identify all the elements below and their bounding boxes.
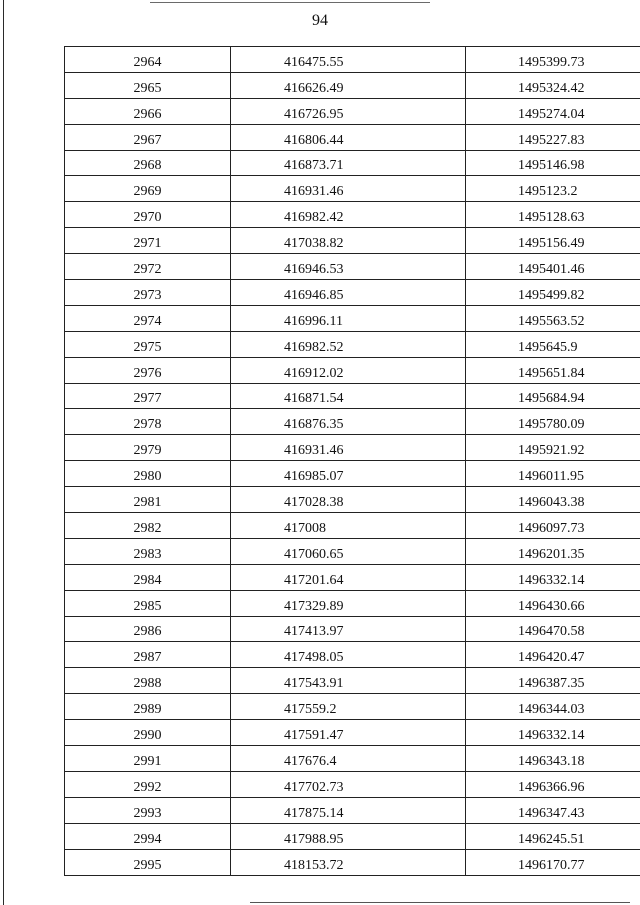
y-coordinate-cell: 1495123.2 <box>466 176 640 202</box>
x-coordinate-cell: 417413.97 <box>231 616 466 642</box>
y-coordinate-cell: 1495780.09 <box>466 409 640 435</box>
x-coordinate-cell: 416982.42 <box>231 202 466 228</box>
y-coordinate-cell: 1495227.83 <box>466 124 640 150</box>
table-row <box>65 72 640 98</box>
y-coordinate-cell: 1496201.35 <box>466 538 640 564</box>
point-number-cell: 2991 <box>65 746 231 772</box>
y-coordinate-cell: 1496011.95 <box>466 461 640 487</box>
point-number-cell: 2985 <box>65 590 231 616</box>
x-coordinate-cell: 416876.35 <box>231 409 466 435</box>
point-number-cell: 2992 <box>65 771 231 797</box>
table-row <box>65 823 640 849</box>
point-number-cell: 2982 <box>65 513 231 539</box>
table-row <box>65 254 640 280</box>
point-number-cell: 2987 <box>65 642 231 668</box>
table-row <box>65 564 640 590</box>
x-coordinate-cell: 417543.91 <box>231 668 466 694</box>
y-coordinate-cell: 1496245.51 <box>466 823 640 849</box>
point-number-cell: 2980 <box>65 461 231 487</box>
point-number-cell: 2994 <box>65 823 231 849</box>
y-coordinate-cell: 1495274.04 <box>466 98 640 124</box>
table-row <box>65 668 640 694</box>
y-coordinate-cell: 1496420.47 <box>466 642 640 668</box>
point-number-cell: 2967 <box>65 124 231 150</box>
x-coordinate-cell: 416931.46 <box>231 176 466 202</box>
x-coordinate-cell: 416985.07 <box>231 461 466 487</box>
y-coordinate-cell: 1495684.94 <box>466 383 640 409</box>
coordinates-table-body <box>65 47 640 876</box>
point-number-cell: 2975 <box>65 331 231 357</box>
point-number-cell: 2970 <box>65 202 231 228</box>
point-number-cell: 2964 <box>65 47 231 73</box>
table-row <box>65 694 640 720</box>
y-coordinate-cell: 1496332.14 <box>466 564 640 590</box>
x-coordinate-cell: 418153.72 <box>231 849 466 875</box>
table-row <box>65 176 640 202</box>
y-coordinate-cell: 1496043.38 <box>466 487 640 513</box>
table-row <box>65 461 640 487</box>
x-coordinate-cell: 416806.44 <box>231 124 466 150</box>
x-coordinate-cell: 417060.65 <box>231 538 466 564</box>
x-coordinate-cell: 416871.54 <box>231 383 466 409</box>
x-coordinate-cell: 417988.95 <box>231 823 466 849</box>
point-number-cell: 2978 <box>65 409 231 435</box>
y-coordinate-cell: 1495563.52 <box>466 305 640 331</box>
point-number-cell: 2989 <box>65 694 231 720</box>
y-coordinate-cell: 1495499.82 <box>466 280 640 306</box>
table-row <box>65 124 640 150</box>
x-coordinate-cell: 416946.85 <box>231 280 466 306</box>
point-number-cell: 2977 <box>65 383 231 409</box>
page-number: 94 <box>312 12 328 29</box>
x-coordinate-cell: 417329.89 <box>231 590 466 616</box>
point-number-cell: 2976 <box>65 357 231 383</box>
table-row <box>65 47 640 73</box>
y-coordinate-cell: 1496343.18 <box>466 746 640 772</box>
point-number-cell: 2965 <box>65 72 231 98</box>
table-row <box>65 202 640 228</box>
x-coordinate-cell: 417498.05 <box>231 642 466 668</box>
x-coordinate-cell: 417702.73 <box>231 771 466 797</box>
table-row <box>65 797 640 823</box>
x-coordinate-cell: 416931.46 <box>231 435 466 461</box>
x-coordinate-cell: 417201.64 <box>231 564 466 590</box>
scan-edge-top <box>150 2 430 3</box>
point-number-cell: 2969 <box>65 176 231 202</box>
table-row <box>65 590 640 616</box>
table-row <box>65 331 640 357</box>
y-coordinate-cell: 1495156.49 <box>466 228 640 254</box>
y-coordinate-cell: 1495399.73 <box>466 47 640 73</box>
y-coordinate-cell: 1496097.73 <box>466 513 640 539</box>
x-coordinate-cell: 416982.52 <box>231 331 466 357</box>
point-number-cell: 2974 <box>65 305 231 331</box>
table-row <box>65 642 640 668</box>
y-coordinate-cell: 1496344.03 <box>466 694 640 720</box>
y-coordinate-cell: 1495645.9 <box>466 331 640 357</box>
table-row <box>65 487 640 513</box>
x-coordinate-cell: 417008 <box>231 513 466 539</box>
table-row <box>65 150 640 176</box>
table-row <box>65 513 640 539</box>
point-number-cell: 2995 <box>65 849 231 875</box>
x-coordinate-cell: 416626.49 <box>231 72 466 98</box>
point-number-cell: 2988 <box>65 668 231 694</box>
x-coordinate-cell: 416996.11 <box>231 305 466 331</box>
y-coordinate-cell: 1496387.35 <box>466 668 640 694</box>
y-coordinate-cell: 1495128.63 <box>466 202 640 228</box>
point-number-cell: 2972 <box>65 254 231 280</box>
x-coordinate-cell: 417875.14 <box>231 797 466 823</box>
y-coordinate-cell: 1496366.96 <box>466 771 640 797</box>
table-row <box>65 409 640 435</box>
table-row <box>65 383 640 409</box>
table-row <box>65 228 640 254</box>
table-row <box>65 280 640 306</box>
point-number-cell: 2966 <box>65 98 231 124</box>
y-coordinate-cell: 1496347.43 <box>466 797 640 823</box>
x-coordinate-cell: 416912.02 <box>231 357 466 383</box>
x-coordinate-cell: 416726.95 <box>231 98 466 124</box>
table-row <box>65 538 640 564</box>
scan-edge-left <box>3 0 4 905</box>
point-number-cell: 2986 <box>65 616 231 642</box>
x-coordinate-cell: 417028.38 <box>231 487 466 513</box>
table-row <box>65 98 640 124</box>
x-coordinate-cell: 416475.55 <box>231 47 466 73</box>
x-coordinate-cell: 417038.82 <box>231 228 466 254</box>
x-coordinate-cell: 416873.71 <box>231 150 466 176</box>
point-number-cell: 2971 <box>65 228 231 254</box>
y-coordinate-cell: 1496430.66 <box>466 590 640 616</box>
table-row <box>65 435 640 461</box>
y-coordinate-cell: 1496470.58 <box>466 616 640 642</box>
table-row <box>65 720 640 746</box>
y-coordinate-cell: 1495324.42 <box>466 72 640 98</box>
point-number-cell: 2983 <box>65 538 231 564</box>
y-coordinate-cell: 1496170.77 <box>466 849 640 875</box>
table-row <box>65 746 640 772</box>
point-number-cell: 2981 <box>65 487 231 513</box>
point-number-cell: 2968 <box>65 150 231 176</box>
y-coordinate-cell: 1495401.46 <box>466 254 640 280</box>
scan-edge-bottom <box>250 902 630 903</box>
table-row <box>65 771 640 797</box>
y-coordinate-cell: 1495146.98 <box>466 150 640 176</box>
table-row <box>65 849 640 875</box>
x-coordinate-cell: 417676.4 <box>231 746 466 772</box>
y-coordinate-cell: 1495651.84 <box>466 357 640 383</box>
table-row <box>65 616 640 642</box>
table-row <box>65 305 640 331</box>
x-coordinate-cell: 416946.53 <box>231 254 466 280</box>
coordinates-table <box>64 46 640 876</box>
point-number-cell: 2990 <box>65 720 231 746</box>
x-coordinate-cell: 417559.2 <box>231 694 466 720</box>
table-row <box>65 357 640 383</box>
point-number-cell: 2979 <box>65 435 231 461</box>
y-coordinate-cell: 1495921.92 <box>466 435 640 461</box>
x-coordinate-cell: 417591.47 <box>231 720 466 746</box>
point-number-cell: 2973 <box>65 280 231 306</box>
y-coordinate-cell: 1496332.14 <box>466 720 640 746</box>
point-number-cell: 2984 <box>65 564 231 590</box>
point-number-cell: 2993 <box>65 797 231 823</box>
